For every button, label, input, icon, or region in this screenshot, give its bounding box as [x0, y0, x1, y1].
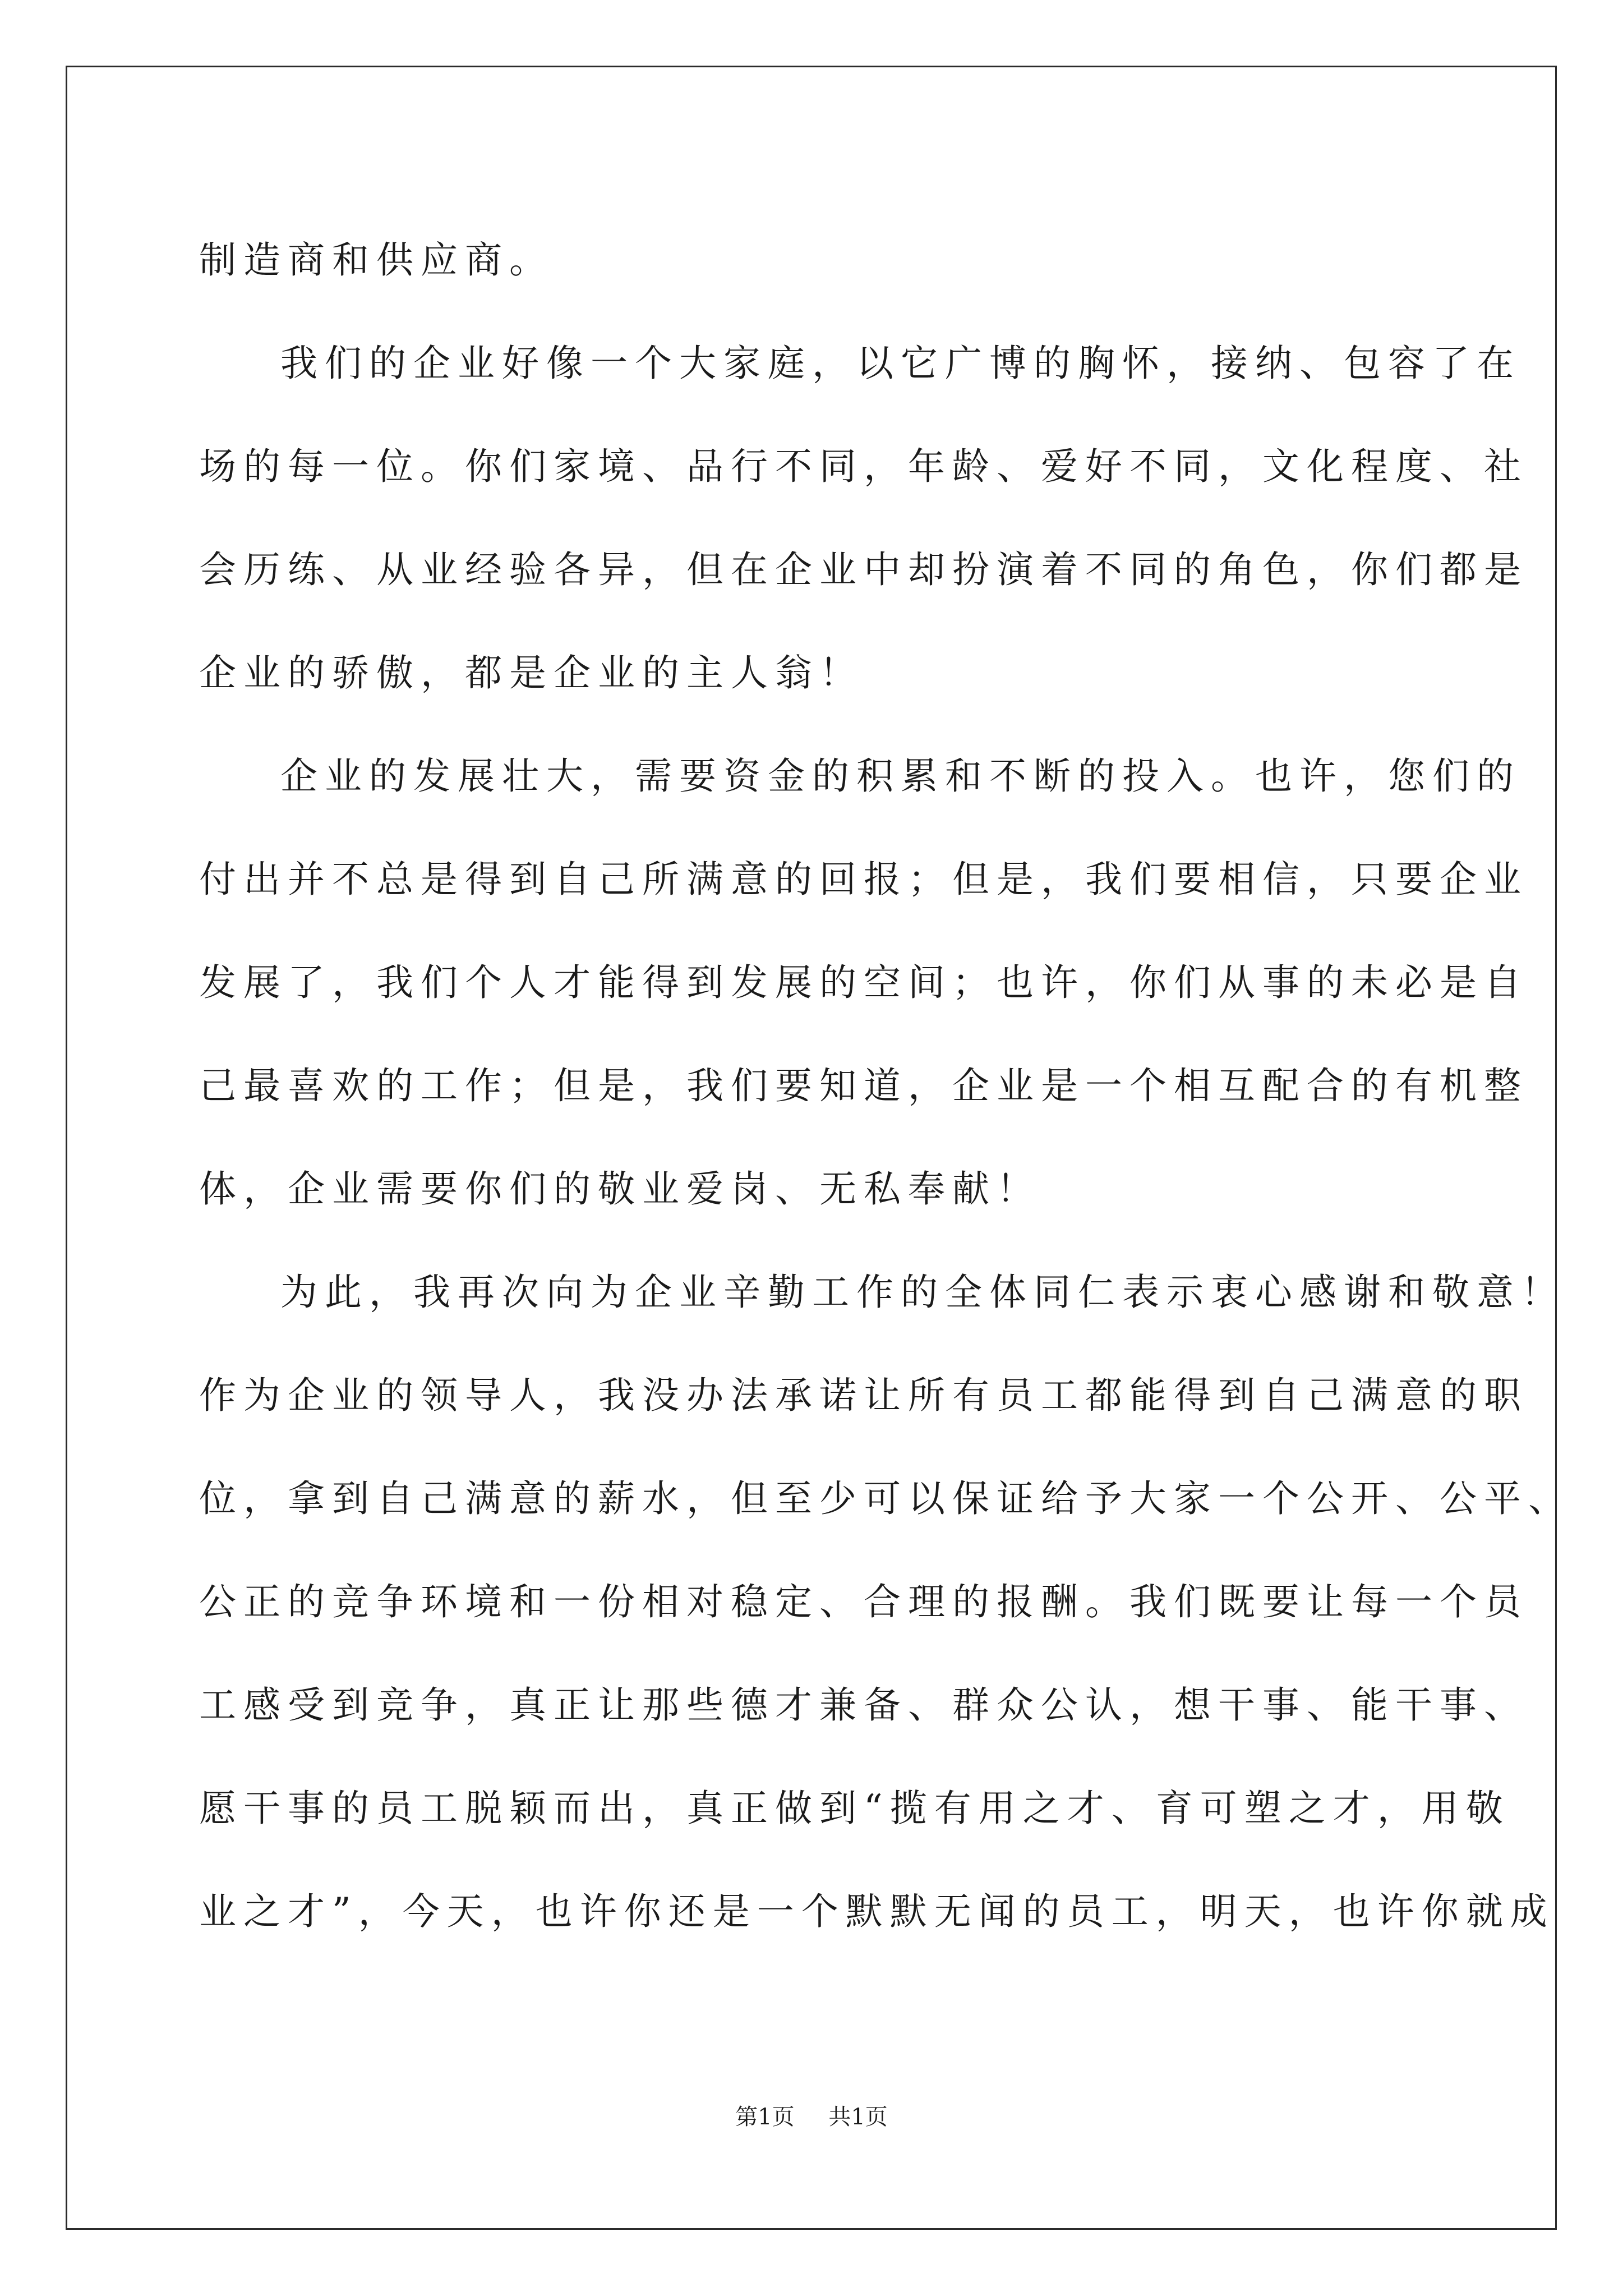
text-line: 为此，我再次向为企业辛勤工作的全体同仁表示衷心感谢和敬意！	[280, 1271, 1565, 1314]
page-footer	[0, 2100, 1623, 2134]
text-line: 会历练、从业经验各异，但在企业中却扮演着不同的角色，你们都是	[199, 548, 1528, 591]
text-line: 企业的发展壮大，需要资金的积累和不断的投入。也许，您们的	[280, 754, 1521, 798]
text-line: 我们的企业好像一个大家庭，以它广博的胸怀，接纳、包容了在	[280, 342, 1521, 385]
text-line: 愿干事的员工脱颖而出，真正做到“揽有用之才、育可塑之才，用敬	[199, 1787, 1510, 1830]
text-line: 工感受到竞争，真正让那些德才兼备、群众公认，想干事、能干事、	[199, 1683, 1528, 1727]
text-line: 企业的骄傲，都是企业的主人翁！	[199, 651, 864, 694]
text-line: 位，拿到自己满意的薪水，但至少可以保证给予大家一个公开、公平、	[199, 1477, 1573, 1520]
page-total: 共1页	[828, 2104, 888, 2130]
text-line: 己最喜欢的工作；但是，我们要知道，企业是一个相互配合的有机整	[199, 1064, 1528, 1107]
document-body	[199, 209, 1573, 1963]
text-line: 体，企业需要你们的敬业爱岗、无私奉献！	[199, 1167, 1041, 1211]
page-number: 第1页	[735, 2104, 795, 2130]
text-line: 发展了，我们个人才能得到发展的空间；也许，你们从事的未必是自	[199, 961, 1528, 1004]
text-line: 公正的竞争环境和一份相对稳定、合理的报酬。我们既要让每一个员	[199, 1580, 1528, 1623]
text-line: 场的每一位。你们家境、品行不同，年龄、爱好不同，文化程度、社	[199, 445, 1528, 488]
text-line: 业之才”，今天，也许你还是一个默默无闻的员工，明天，也许你就成	[199, 1890, 1555, 1933]
text-line: 制造商和供应商。	[199, 238, 554, 282]
text-line: 付出并不总是得到自己所满意的回报；但是，我们要相信，只要企业	[199, 858, 1528, 901]
text-line: 作为企业的领导人，我没办法承诺让所有员工都能得到自己满意的职	[199, 1374, 1528, 1417]
